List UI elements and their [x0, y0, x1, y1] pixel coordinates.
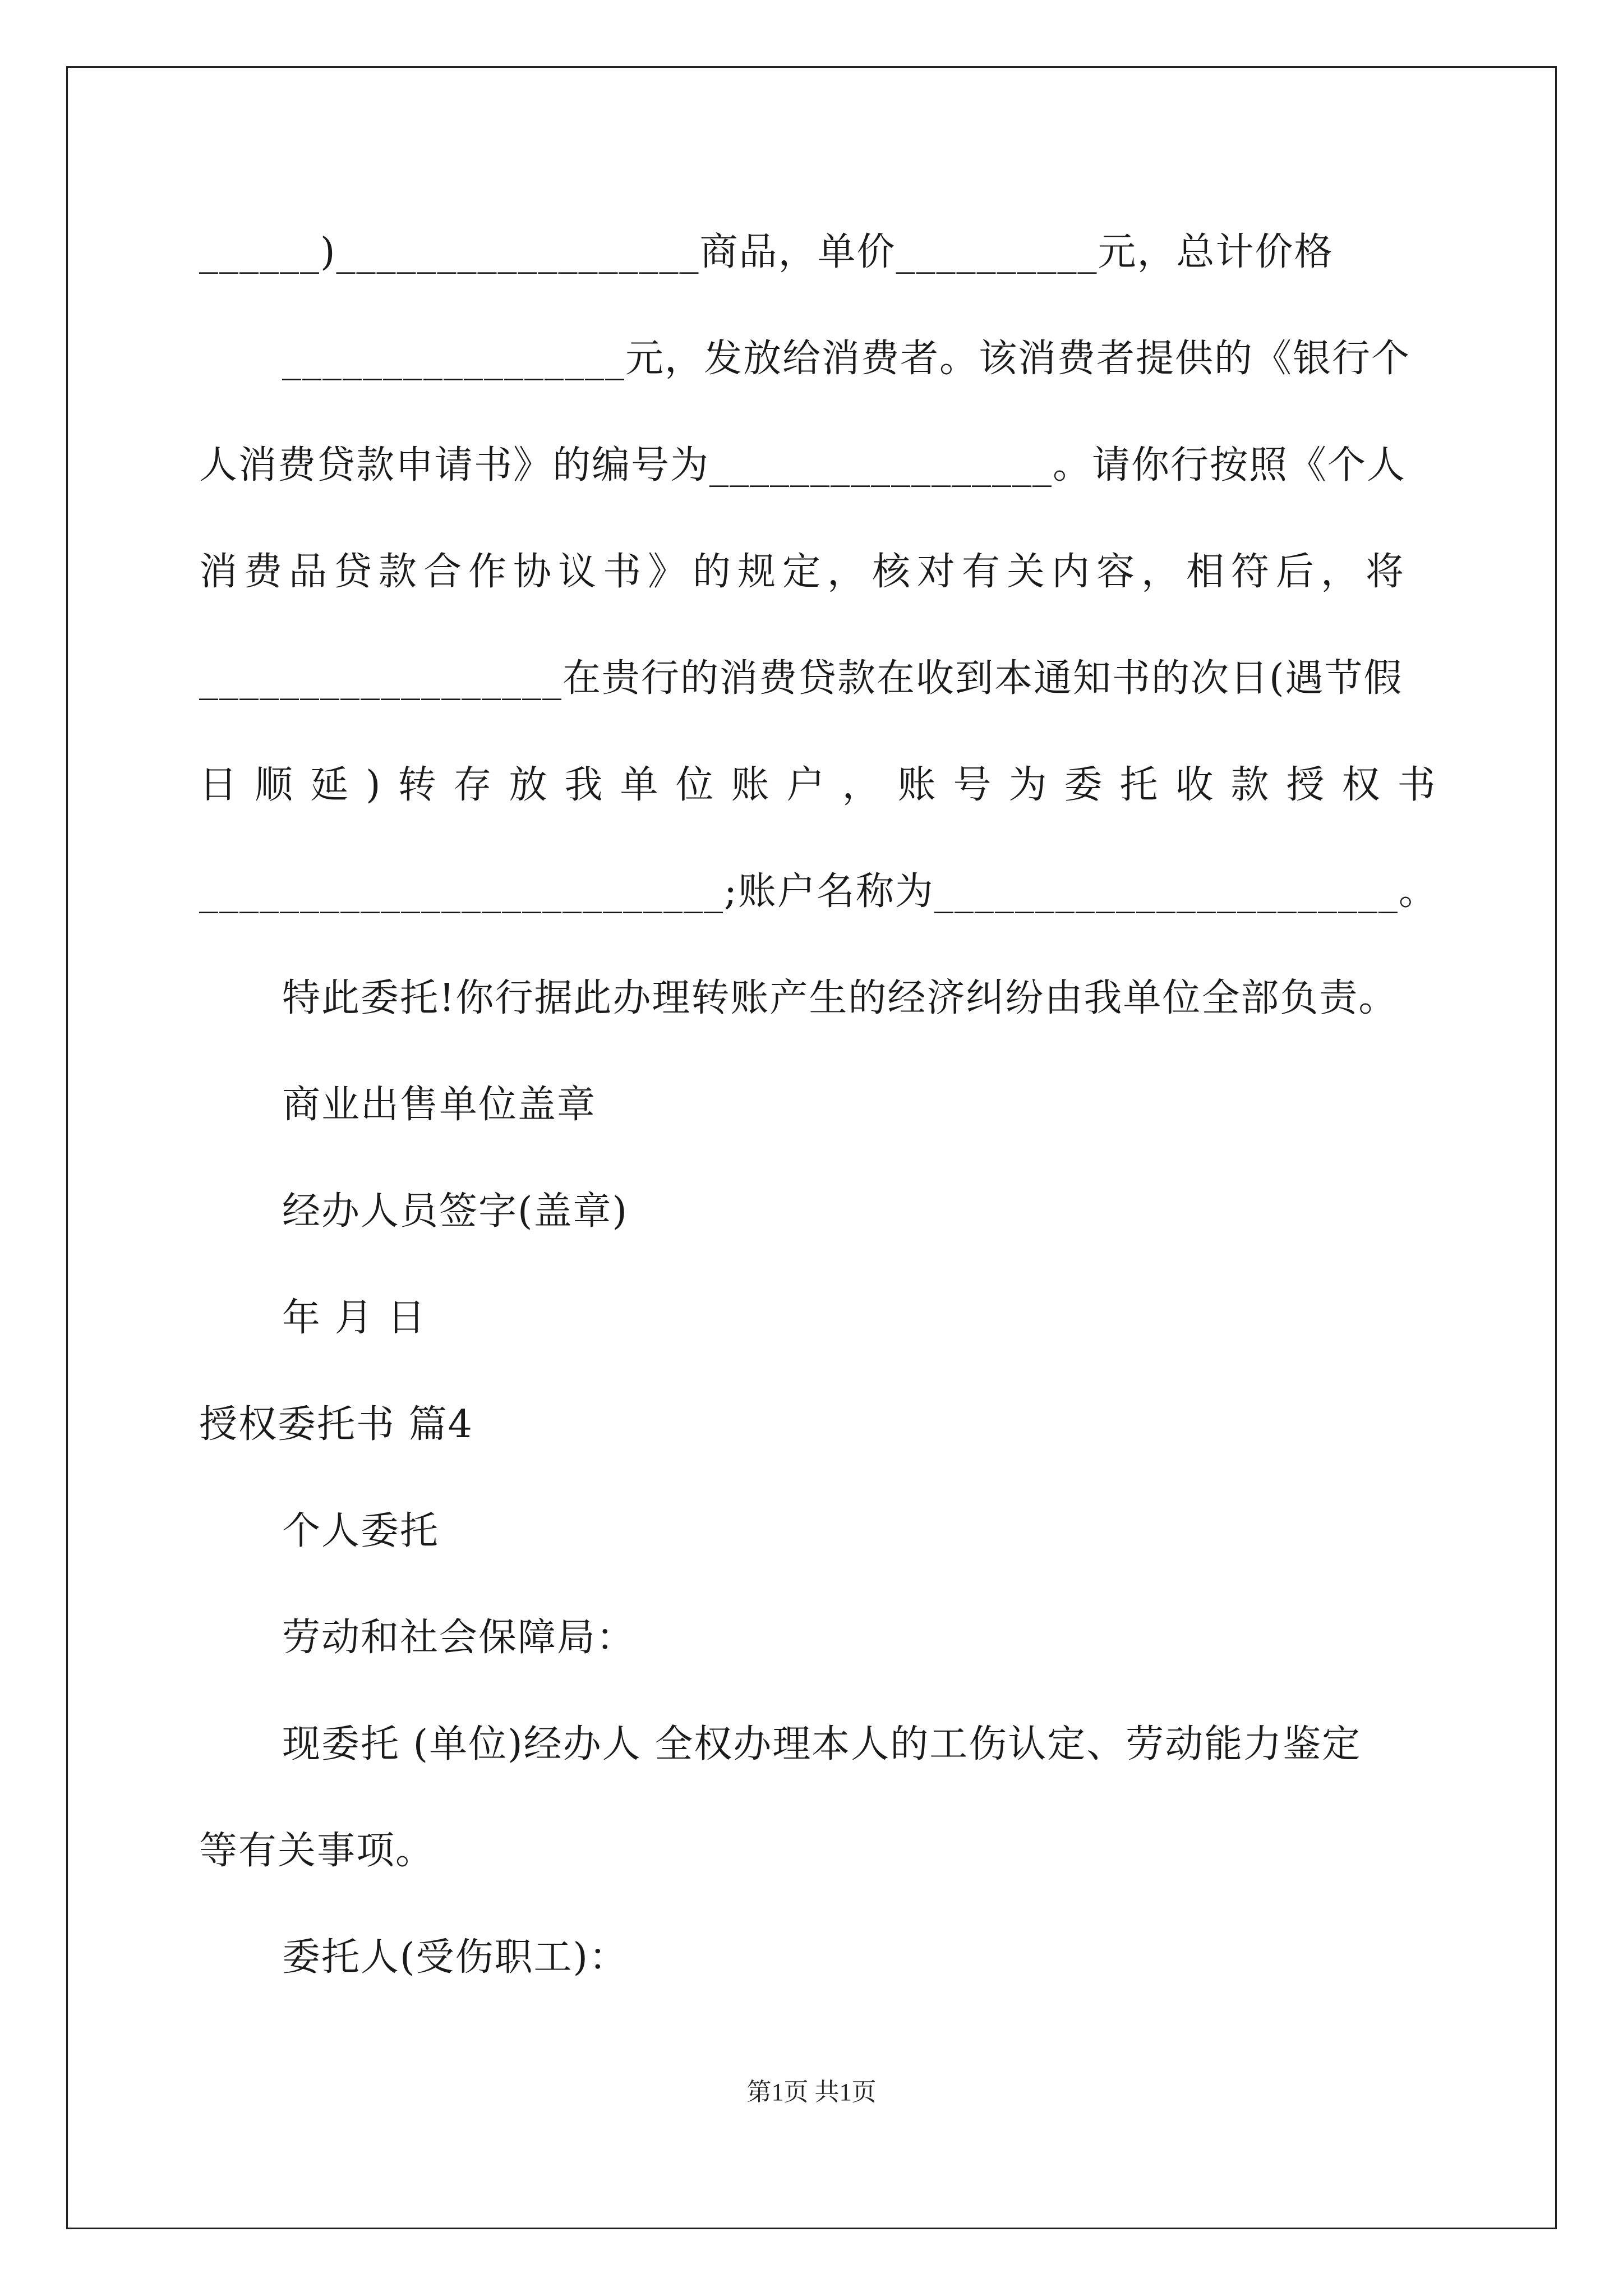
page-border — [66, 66, 1557, 2229]
text-line-7: __________________________;账户名称为_______________________。 — [199, 869, 1438, 914]
text-line-14: 劳动和社会保障局： — [282, 1616, 636, 1660]
text-line-17: 委托人(受伤职工)： — [282, 1935, 629, 1980]
text-line-15: 现委托 (单位)经办人 全权办理本人的工伤认定、劳动能力鉴定 — [282, 1722, 1362, 1766]
text-line-5: __________________在贵行的消费贷款在收到本通知书的次日(遇节假 — [199, 656, 1403, 701]
text-line-16: 等有关事项。 — [199, 1829, 435, 1873]
text-line-13: 个人委托 — [282, 1509, 440, 1553]
text-line-1: ______)__________________商品，单价__________元，总计价格 — [199, 230, 1334, 274]
text-line-3: 人消费贷款申请书》的编号为_________________。请你行按照《个人 — [199, 443, 1407, 487]
text-line-9: 商业出售单位盖章 — [282, 1083, 597, 1127]
text-line-4: 消费品贷款合作协议书》的规定，核对有关内容，相符后，将 — [199, 550, 1411, 594]
text-line-8: 特此委托!你行据此办理转账产生的经济纠纷由我单位全部负责。 — [282, 976, 1398, 1020]
section-heading: 授权委托书 篇4 — [199, 1402, 473, 1447]
text-line-2: _________________元，发放给消费者。该消费者提供的《银行个 — [282, 337, 1411, 381]
text-line-6: 日顺延)转存放我单位账户，账号为委托收款授权书 — [199, 763, 1453, 807]
date-line: 年 月 日 — [282, 1296, 427, 1340]
text-line-10: 经办人员签字(盖章) — [282, 1189, 629, 1234]
page-footer: 第1页 共1页 — [746, 2078, 877, 2106]
